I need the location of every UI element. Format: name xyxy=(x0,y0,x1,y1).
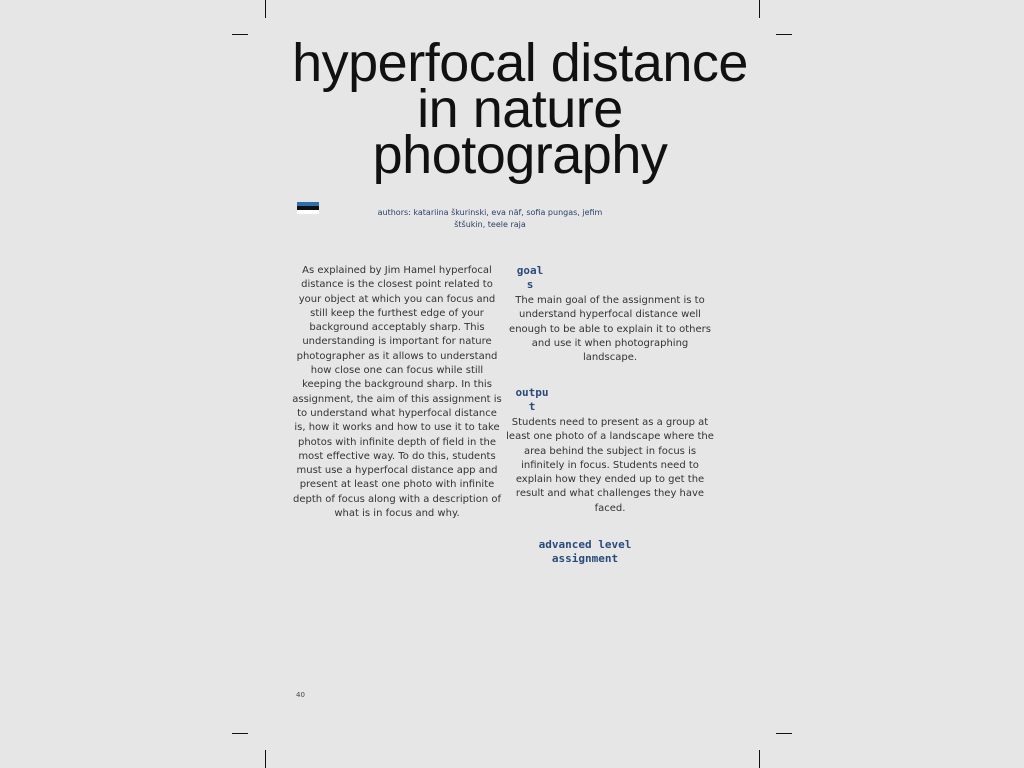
goals-heading-line-1: goal xyxy=(516,264,544,277)
title-line: in nature xyxy=(417,79,623,139)
flag-stripe xyxy=(297,210,319,214)
title-line: hyperfocal distance xyxy=(292,33,748,93)
output-heading xyxy=(512,386,552,414)
crop-mark xyxy=(265,0,266,18)
page-title xyxy=(200,33,840,185)
authors-line-2: štšukin, teele raja xyxy=(454,220,526,229)
title-line: photography xyxy=(372,125,668,185)
goals-section xyxy=(505,294,715,365)
output-section xyxy=(505,416,715,516)
estonian-flag-icon xyxy=(297,202,319,214)
goals-paragraph: The main goal of the assignment is to understand hyperfocal distance well enough to be able to explain it to others and use it when photographing landscape. xyxy=(509,295,711,364)
crop-mark xyxy=(232,733,248,734)
authors-line xyxy=(330,207,650,231)
assignment-level-line-1: advanced level xyxy=(538,538,632,551)
output-heading-line-1: outpu xyxy=(515,386,549,399)
crop-mark xyxy=(776,34,792,35)
goals-heading-line-2: s xyxy=(526,278,534,291)
assignment-level-line-2: assignment xyxy=(551,552,619,565)
crop-mark xyxy=(776,733,792,734)
crop-mark xyxy=(232,34,248,35)
crop-mark xyxy=(759,0,760,18)
crop-mark xyxy=(759,750,760,768)
output-heading-line-2: t xyxy=(528,400,536,413)
output-paragraph: Students need to present as a group at least one photo of a landscape where the area behind the subject in focus is infinitely in focus. Students need to explain how they ended up to get the result and what challenges they have faced. xyxy=(506,417,714,514)
intro-paragraph: As explained by Jim Hamel hyperfocal distance is the closest point related to your object at which you can focus and still keep the furthest edge of your background acceptably sharp. This understanding is important for nature photographer as it allows to understand how close one can focus while still keeping the background sharp. In this assignment, the aim of this assignment is to understand what hyperfocal distance is, how it works and how to use it to take photos with infinite depth of field in the most effective way. To do this, students must use a hyperfocal distance app and present at least one photo with infinite depth of focus along with a description of what is in focus and why. xyxy=(292,265,502,520)
page-number: 40 xyxy=(296,691,305,699)
crop-mark xyxy=(265,750,266,768)
intro-column xyxy=(292,264,502,521)
authors-line-1: authors: katariina škurinski, eva näf, sofia pungas, jefim xyxy=(377,208,603,217)
assignment-level xyxy=(525,538,645,566)
goals-heading xyxy=(515,264,545,292)
